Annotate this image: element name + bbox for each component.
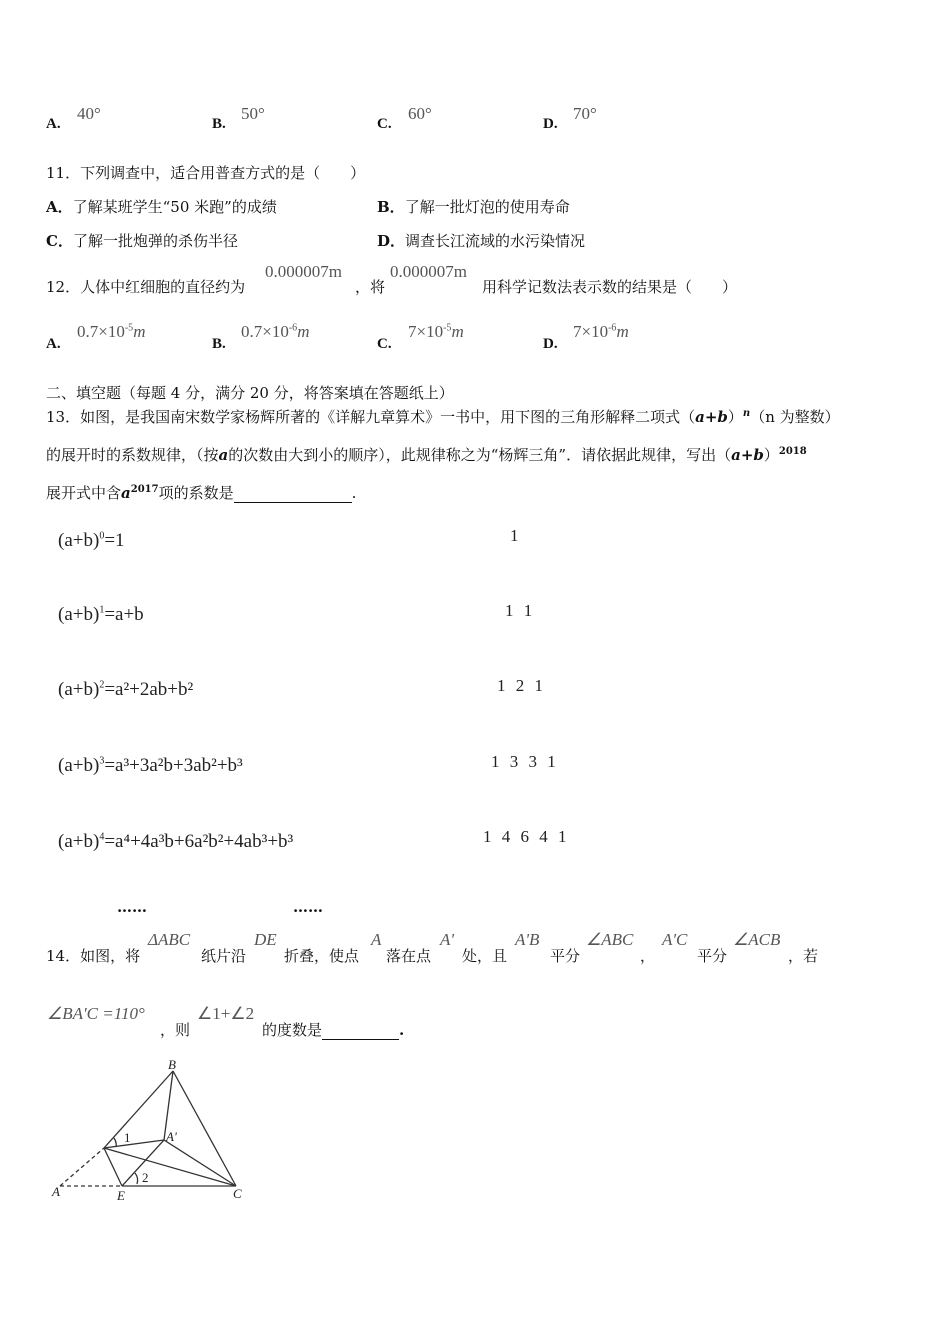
binomial-row-1: $(a+b)^1=a+b$: [58, 604, 144, 625]
q10-option-d-label: D.: [543, 116, 558, 132]
segment-dc: [104, 1148, 236, 1186]
q14-math-a-prime-b: A'B: [515, 930, 540, 949]
segment-a1c: [164, 1140, 236, 1186]
q14-text-4: 落在点: [386, 947, 432, 965]
folded-triangle-figure: [40, 1058, 260, 1208]
q11-option-c: [46, 230, 238, 251]
q14-math-angle-ba-c: ∠BA'C =110°: [47, 1004, 145, 1023]
q14-math-angle-acb: ∠ACB: [733, 930, 781, 949]
q12-option-d-label: D.: [543, 336, 558, 352]
angle-2-arc: [135, 1173, 138, 1184]
angle-1-arc: [114, 1138, 116, 1147]
q14-text-11: 的度数是 .: [262, 1021, 405, 1039]
option-text: 了解一批炮弹的杀伤半径: [72, 232, 238, 250]
q14-text-6: 平分: [550, 947, 581, 965]
q14-math-a: A: [371, 930, 382, 949]
q14-number-text: 14．如图，将: [46, 947, 141, 965]
q12-stem-start: [46, 276, 245, 297]
q10-option-d-value: 70°: [573, 104, 597, 123]
q14-math-a-prime: A': [440, 930, 455, 949]
question-number: 11．: [46, 164, 81, 182]
label-a: A: [52, 1184, 60, 1199]
q14-math-triangle: ΔABC: [148, 930, 191, 949]
option-label: B．: [377, 198, 405, 216]
q14-text-7: ，: [640, 947, 656, 965]
q13-line-1: 13．如图，是我国南宋数学家杨辉所著的《详解九章算术》一书中，用下图的三角形解释二项式$(a+b)^n(n$ 为整数）: [46, 408, 840, 426]
label-angle-2: 2: [142, 1170, 149, 1185]
label-b: B: [168, 1058, 176, 1072]
q14-math-a-prime-c: A'C: [662, 930, 688, 949]
q12-value: 0.000007m: [265, 262, 342, 281]
question-text: 下列调查中，适合用普查方式的是（ ）: [80, 164, 366, 182]
q11-option-a: [46, 196, 277, 217]
label-angle-1: 1: [124, 1130, 131, 1145]
label-c: C: [233, 1186, 242, 1201]
q14-text-9: ，若: [788, 947, 819, 965]
option-label: C．: [46, 232, 73, 250]
q11-stem: [46, 162, 365, 183]
option-text: 了解一批灯泡的使用寿命: [404, 198, 570, 216]
option-text: 调查长江流域的水污染情况: [405, 232, 586, 250]
ellipsis-right: ……: [293, 898, 323, 916]
q10-option-c-value: 60°: [408, 104, 432, 123]
fold-line-de: [104, 1148, 122, 1186]
binomial-row-2: $(a+b)^2=a^2+2ab+b^2$: [58, 679, 194, 700]
binomial-row-0: $(a+b)^0=1$: [58, 530, 125, 551]
q12-option-a-value: $0.7\times 10^{-5}m$: [77, 322, 146, 341]
q14-text-10: ，则: [160, 1021, 191, 1039]
q14-math-angle-abc: ∠ABC: [586, 930, 634, 949]
q11-option-b: [377, 196, 570, 217]
ellipsis-left: ……: [117, 898, 147, 916]
coef-row-0: 1: [510, 526, 522, 545]
q12-option-b-value: $0.7\times 10^{-6}m$: [241, 322, 310, 341]
q14-text-5: 处，且: [462, 947, 508, 965]
q14-text-8: 平分: [697, 947, 728, 965]
binomial-row-4: $(a+b)^4=a^4+4a^3b+6a^2b^2+4ab^3+b^3$: [58, 831, 294, 852]
coef-row-4: 1 4 6 4 1: [483, 827, 570, 846]
q12-option-b-label: B.: [212, 336, 226, 352]
q12-option-c-label: C.: [377, 336, 392, 352]
q12-option-c-value: $7\times 10^{-5}m$: [408, 322, 464, 341]
q13-line-2: 的展开时的系数规律，（按a的次数由大到小的顺序），此规律称之为“杨辉三角”．请依据此规律，写出$(a+b)^{2018}$: [46, 446, 807, 464]
q10-option-b-label: B.: [212, 116, 226, 132]
q13-line-3: 展开式中含$a^{2017}$项的系数是 .: [46, 484, 357, 502]
q12-stem-end: 用科学记数法表示数的结果是（ ）: [482, 278, 738, 296]
q10-option-b-value: 50°: [241, 104, 265, 123]
question-text: 人体中红细胞的直径约为: [80, 278, 246, 296]
label-a-prime: A': [166, 1129, 177, 1144]
option-text: 了解某班学生“50 米跑”的成绩: [72, 198, 277, 216]
coef-row-2: 1 2 1: [497, 676, 546, 695]
segment-db: [104, 1071, 173, 1148]
segment-da1: [104, 1140, 164, 1148]
option-label: A．: [46, 198, 73, 216]
section-title: 二、填空题（每题 4 分，满分 20 分，将答案填在答题纸上）: [46, 384, 454, 402]
q14-text-3: 折叠，使点: [284, 947, 360, 965]
option-label: D．: [377, 232, 406, 250]
q10-option-a-value: 40°: [77, 104, 101, 123]
segment-bc: [173, 1071, 236, 1186]
binomial-row-3: $(a+b)^3=a^3+3a^2b+3ab^2+b^3$: [58, 755, 243, 776]
q14-text-2: 纸片沿: [201, 947, 247, 965]
label-e: E: [117, 1188, 125, 1203]
dashed-segment-ad: [60, 1148, 104, 1186]
q12-value-repeat: 0.000007m: [390, 262, 467, 281]
q10-option-a-label: A.: [46, 116, 61, 132]
q12-stem-mid: ，将: [355, 278, 386, 296]
q11-option-d: [377, 230, 585, 251]
q14-math-sum-angles: ∠1+∠2: [197, 1004, 255, 1023]
answer-blank: [322, 1021, 399, 1040]
q10-option-c-label: C.: [377, 116, 392, 132]
q12-option-a-label: A.: [46, 336, 61, 352]
coef-row-3: 1 3 3 1: [491, 752, 559, 771]
question-number: 12．: [46, 278, 81, 296]
coef-row-1: 1 1: [505, 601, 536, 620]
q12-option-d-value: $7\times 10^{-6}m$: [573, 322, 629, 341]
q14-math-de: DE: [254, 930, 277, 949]
answer-blank: [234, 484, 352, 503]
